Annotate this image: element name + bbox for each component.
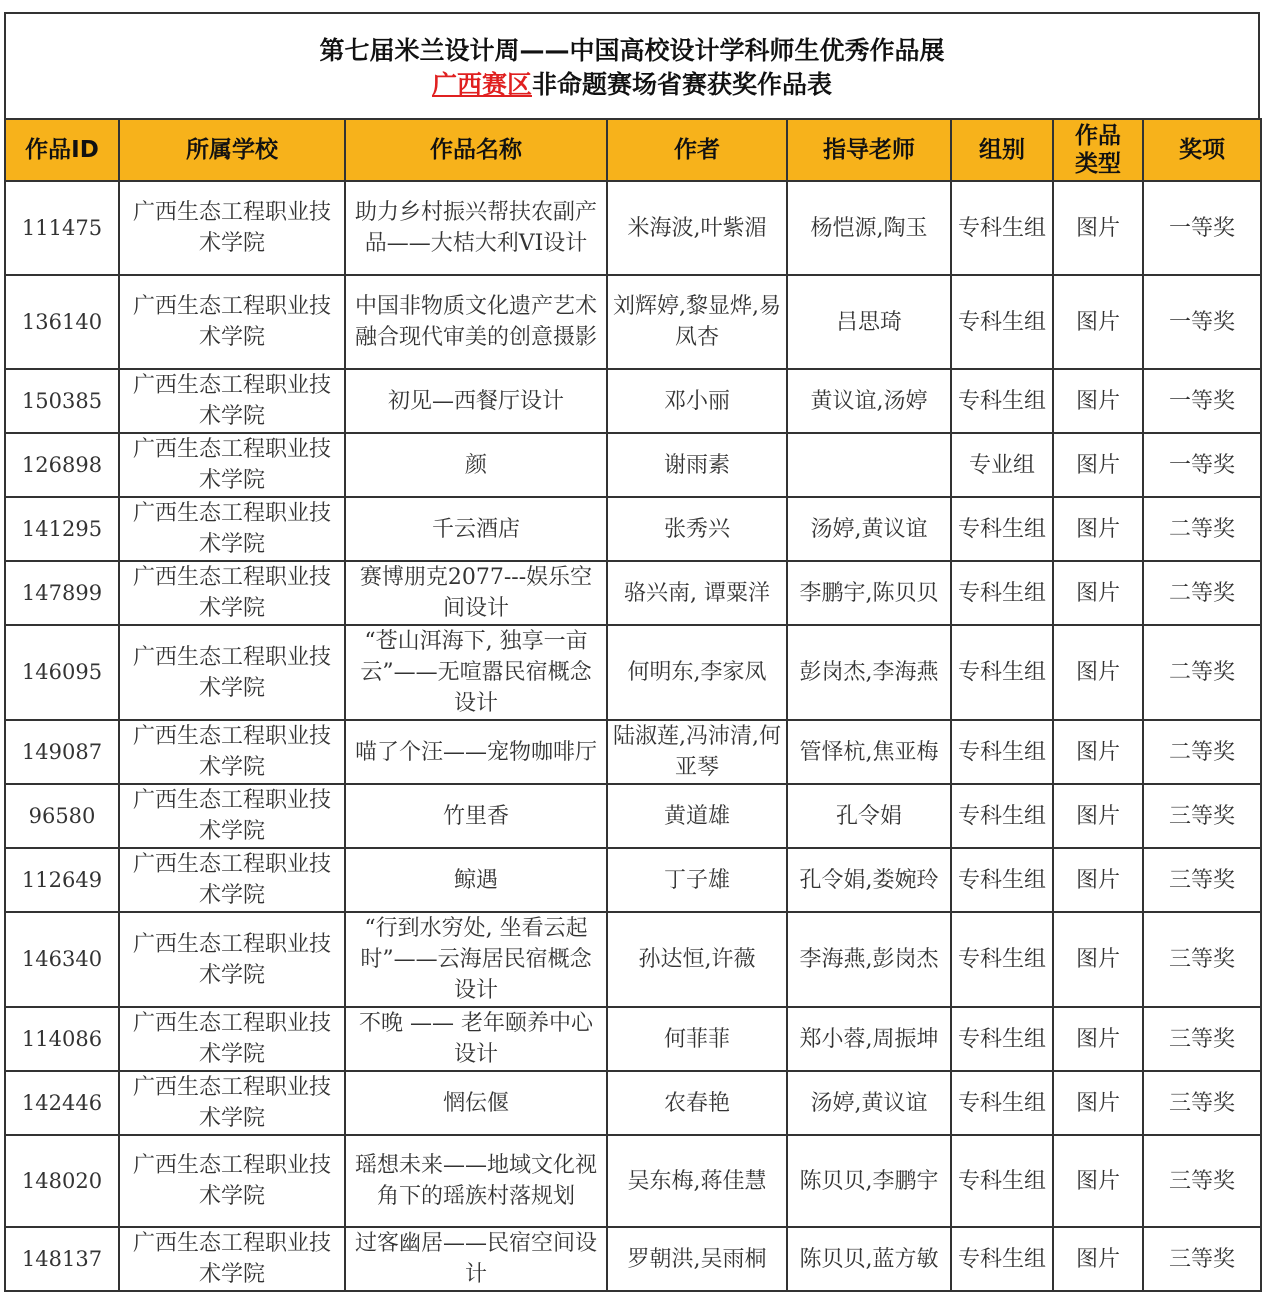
cell-advisor: 吕思琦 xyxy=(787,275,951,369)
cell-school: 广西生态工程职业技术学院 xyxy=(119,912,345,1007)
cell-advisor: 杨恺源,陶玉 xyxy=(787,181,951,275)
table-row xyxy=(5,433,1261,497)
cell-work-name: “行到水穷处, 坐看云起时”——云海居民宿概念设计 xyxy=(345,912,607,1007)
cell-school: 广西生态工程职业技术学院 xyxy=(119,1227,345,1291)
cell-author: 吴东梅,蒋佳慧 xyxy=(607,1135,787,1227)
cell-work-type: 图片 xyxy=(1053,912,1143,1007)
cell-work-type: 图片 xyxy=(1053,497,1143,561)
cell-id: 146095 xyxy=(5,625,119,720)
col-header-id: 作品ID xyxy=(5,119,119,181)
cell-advisor: 李鹏宇,陈贝贝 xyxy=(787,561,951,625)
cell-work-name: 过客幽居——民宿空间设计 xyxy=(345,1227,607,1291)
cell-group: 专科生组 xyxy=(951,561,1053,625)
cell-advisor: 汤婷,黄议谊 xyxy=(787,1071,951,1135)
cell-school: 广西生态工程职业技术学院 xyxy=(119,181,345,275)
cell-group: 专科生组 xyxy=(951,1071,1053,1135)
cell-id: 136140 xyxy=(5,275,119,369)
col-header-group: 组别 xyxy=(951,119,1053,181)
cell-author: 陆淑莲,冯沛清,何亚琴 xyxy=(607,720,787,784)
col-header-author: 作者 xyxy=(607,119,787,181)
cell-work-type: 图片 xyxy=(1053,1227,1143,1291)
cell-author: 孙达恒,许薇 xyxy=(607,912,787,1007)
cell-award: 一等奖 xyxy=(1143,181,1261,275)
cell-award: 三等奖 xyxy=(1143,784,1261,848)
cell-advisor: 陈贝贝,蓝方敏 xyxy=(787,1227,951,1291)
cell-work-name: 惘伝偃 xyxy=(345,1071,607,1135)
table-row xyxy=(5,497,1261,561)
cell-school: 广西生态工程职业技术学院 xyxy=(119,275,345,369)
cell-school: 广西生态工程职业技术学院 xyxy=(119,625,345,720)
cell-group: 专科生组 xyxy=(951,1007,1053,1071)
cell-id: 147899 xyxy=(5,561,119,625)
cell-id: 112649 xyxy=(5,848,119,912)
cell-award: 三等奖 xyxy=(1143,1071,1261,1135)
table-row xyxy=(5,1135,1261,1227)
cell-award: 二等奖 xyxy=(1143,720,1261,784)
cell-advisor: 孔令娟,娄婉玲 xyxy=(787,848,951,912)
table-row xyxy=(5,784,1261,848)
cell-group: 专科生组 xyxy=(951,275,1053,369)
cell-work-type: 图片 xyxy=(1053,433,1143,497)
cell-work-type: 图片 xyxy=(1053,275,1143,369)
cell-school: 广西生态工程职业技术学院 xyxy=(119,1071,345,1135)
table-row xyxy=(5,275,1261,369)
cell-award: 二等奖 xyxy=(1143,497,1261,561)
cell-award: 一等奖 xyxy=(1143,433,1261,497)
cell-school: 广西生态工程职业技术学院 xyxy=(119,497,345,561)
cell-id: 114086 xyxy=(5,1007,119,1071)
cell-school: 广西生态工程职业技术学院 xyxy=(119,1135,345,1227)
table-row xyxy=(5,181,1261,275)
award-table xyxy=(4,118,1262,1292)
cell-advisor: 黄议谊,汤婷 xyxy=(787,369,951,433)
cell-group: 专科生组 xyxy=(951,497,1053,561)
cell-id: 149087 xyxy=(5,720,119,784)
cell-advisor: 汤婷,黄议谊 xyxy=(787,497,951,561)
cell-school: 广西生态工程职业技术学院 xyxy=(119,433,345,497)
cell-school: 广西生态工程职业技术学院 xyxy=(119,369,345,433)
cell-id: 148137 xyxy=(5,1227,119,1291)
cell-work-type: 图片 xyxy=(1053,1135,1143,1227)
cell-work-name: 初见—西餐厅设计 xyxy=(345,369,607,433)
cell-author: 农春艳 xyxy=(607,1071,787,1135)
cell-school: 广西生态工程职业技术学院 xyxy=(119,848,345,912)
table-row xyxy=(5,912,1261,1007)
cell-school: 广西生态工程职业技术学院 xyxy=(119,784,345,848)
cell-work-name: 助力乡村振兴帮扶农副产品——大桔大利VI设计 xyxy=(345,181,607,275)
cell-author: 骆兴南, 谭粟洋 xyxy=(607,561,787,625)
cell-advisor: 彭岗杰,李海燕 xyxy=(787,625,951,720)
cell-award: 三等奖 xyxy=(1143,1135,1261,1227)
cell-id: 146340 xyxy=(5,912,119,1007)
cell-advisor: 孔令娟 xyxy=(787,784,951,848)
cell-group: 专科生组 xyxy=(951,181,1053,275)
cell-advisor: 李海燕,彭岗杰 xyxy=(787,912,951,1007)
cell-author: 何明东,李家凤 xyxy=(607,625,787,720)
cell-award: 三等奖 xyxy=(1143,848,1261,912)
cell-award: 一等奖 xyxy=(1143,275,1261,369)
cell-work-type: 图片 xyxy=(1053,1071,1143,1135)
table-row xyxy=(5,720,1261,784)
cell-id: 148020 xyxy=(5,1135,119,1227)
cell-group: 专科生组 xyxy=(951,369,1053,433)
cell-school: 广西生态工程职业技术学院 xyxy=(119,720,345,784)
table-row xyxy=(5,369,1261,433)
cell-school: 广西生态工程职业技术学院 xyxy=(119,561,345,625)
page-subtitle xyxy=(6,68,1258,102)
cell-work-name: 不晚 —— 老年颐养中心设计 xyxy=(345,1007,607,1071)
cell-id: 150385 xyxy=(5,369,119,433)
cell-advisor: 陈贝贝,李鹏宇 xyxy=(787,1135,951,1227)
cell-group: 专科生组 xyxy=(951,1135,1053,1227)
subtitle-rest: 非命题赛场省赛获奖作品表 xyxy=(532,70,833,99)
cell-award: 三等奖 xyxy=(1143,1227,1261,1291)
cell-work-name: 竹里香 xyxy=(345,784,607,848)
award-sheet xyxy=(4,12,1260,1292)
cell-work-type: 图片 xyxy=(1053,1007,1143,1071)
cell-advisor: 管怿杭,焦亚梅 xyxy=(787,720,951,784)
cell-group: 专业组 xyxy=(951,433,1053,497)
cell-award: 三等奖 xyxy=(1143,1007,1261,1071)
col-header-work-name: 作品名称 xyxy=(345,119,607,181)
cell-award: 二等奖 xyxy=(1143,625,1261,720)
cell-group: 专科生组 xyxy=(951,625,1053,720)
table-row xyxy=(5,561,1261,625)
cell-work-name: 赛博朋克2077---娱乐空间设计 xyxy=(345,561,607,625)
cell-work-type: 图片 xyxy=(1053,848,1143,912)
region-name: 广西赛区 xyxy=(431,70,532,99)
cell-work-name: “苍山洱海下, 独享一亩云”——无喧嚣民宿概念设计 xyxy=(345,625,607,720)
cell-id: 126898 xyxy=(5,433,119,497)
cell-award: 一等奖 xyxy=(1143,369,1261,433)
cell-award: 三等奖 xyxy=(1143,912,1261,1007)
cell-author: 米海波,叶紫湄 xyxy=(607,181,787,275)
cell-work-name: 颜 xyxy=(345,433,607,497)
cell-work-name: 千云酒店 xyxy=(345,497,607,561)
table-row xyxy=(5,1071,1261,1135)
cell-author: 何菲菲 xyxy=(607,1007,787,1071)
cell-author: 张秀兴 xyxy=(607,497,787,561)
cell-id: 111475 xyxy=(5,181,119,275)
cell-work-type: 图片 xyxy=(1053,181,1143,275)
cell-work-name: 鲸遇 xyxy=(345,848,607,912)
cell-work-name: 瑶想未来——地域文化视角下的瑶族村落规划 xyxy=(345,1135,607,1227)
col-header-work-type: 作品类型 xyxy=(1053,119,1143,181)
cell-group: 专科生组 xyxy=(951,784,1053,848)
cell-author: 黄道雄 xyxy=(607,784,787,848)
cell-group: 专科生组 xyxy=(951,848,1053,912)
cell-id: 142446 xyxy=(5,1071,119,1135)
col-header-advisor: 指导老师 xyxy=(787,119,951,181)
col-header-award: 奖项 xyxy=(1143,119,1261,181)
cell-group: 专科生组 xyxy=(951,1227,1053,1291)
cell-author: 丁子雄 xyxy=(607,848,787,912)
cell-group: 专科生组 xyxy=(951,720,1053,784)
cell-work-type: 图片 xyxy=(1053,561,1143,625)
cell-author: 谢雨素 xyxy=(607,433,787,497)
cell-work-type: 图片 xyxy=(1053,784,1143,848)
col-header-school: 所属学校 xyxy=(119,119,345,181)
cell-work-name: 中国非物质文化遗产艺术融合现代审美的创意摄影 xyxy=(345,275,607,369)
table-row xyxy=(5,848,1261,912)
table-row xyxy=(5,1227,1261,1291)
title-block xyxy=(4,12,1260,118)
page-title: 第七届米兰设计周——中国高校设计学科师生优秀作品展 xyxy=(319,36,945,65)
table-row xyxy=(5,1007,1261,1071)
cell-group: 专科生组 xyxy=(951,912,1053,1007)
cell-id: 141295 xyxy=(5,497,119,561)
cell-id: 96580 xyxy=(5,784,119,848)
cell-work-type: 图片 xyxy=(1053,625,1143,720)
cell-work-type: 图片 xyxy=(1053,369,1143,433)
cell-award: 二等奖 xyxy=(1143,561,1261,625)
cell-author: 邓小丽 xyxy=(607,369,787,433)
cell-advisor xyxy=(787,433,951,497)
cell-author: 刘辉婷,黎显烨,易凤杏 xyxy=(607,275,787,369)
cell-author: 罗朝洪,吴雨桐 xyxy=(607,1227,787,1291)
cell-school: 广西生态工程职业技术学院 xyxy=(119,1007,345,1071)
cell-work-name: 喵了个汪——宠物咖啡厅 xyxy=(345,720,607,784)
cell-work-type: 图片 xyxy=(1053,720,1143,784)
header-row xyxy=(5,119,1261,181)
table-row xyxy=(5,625,1261,720)
cell-advisor: 郑小蓉,周振坤 xyxy=(787,1007,951,1071)
